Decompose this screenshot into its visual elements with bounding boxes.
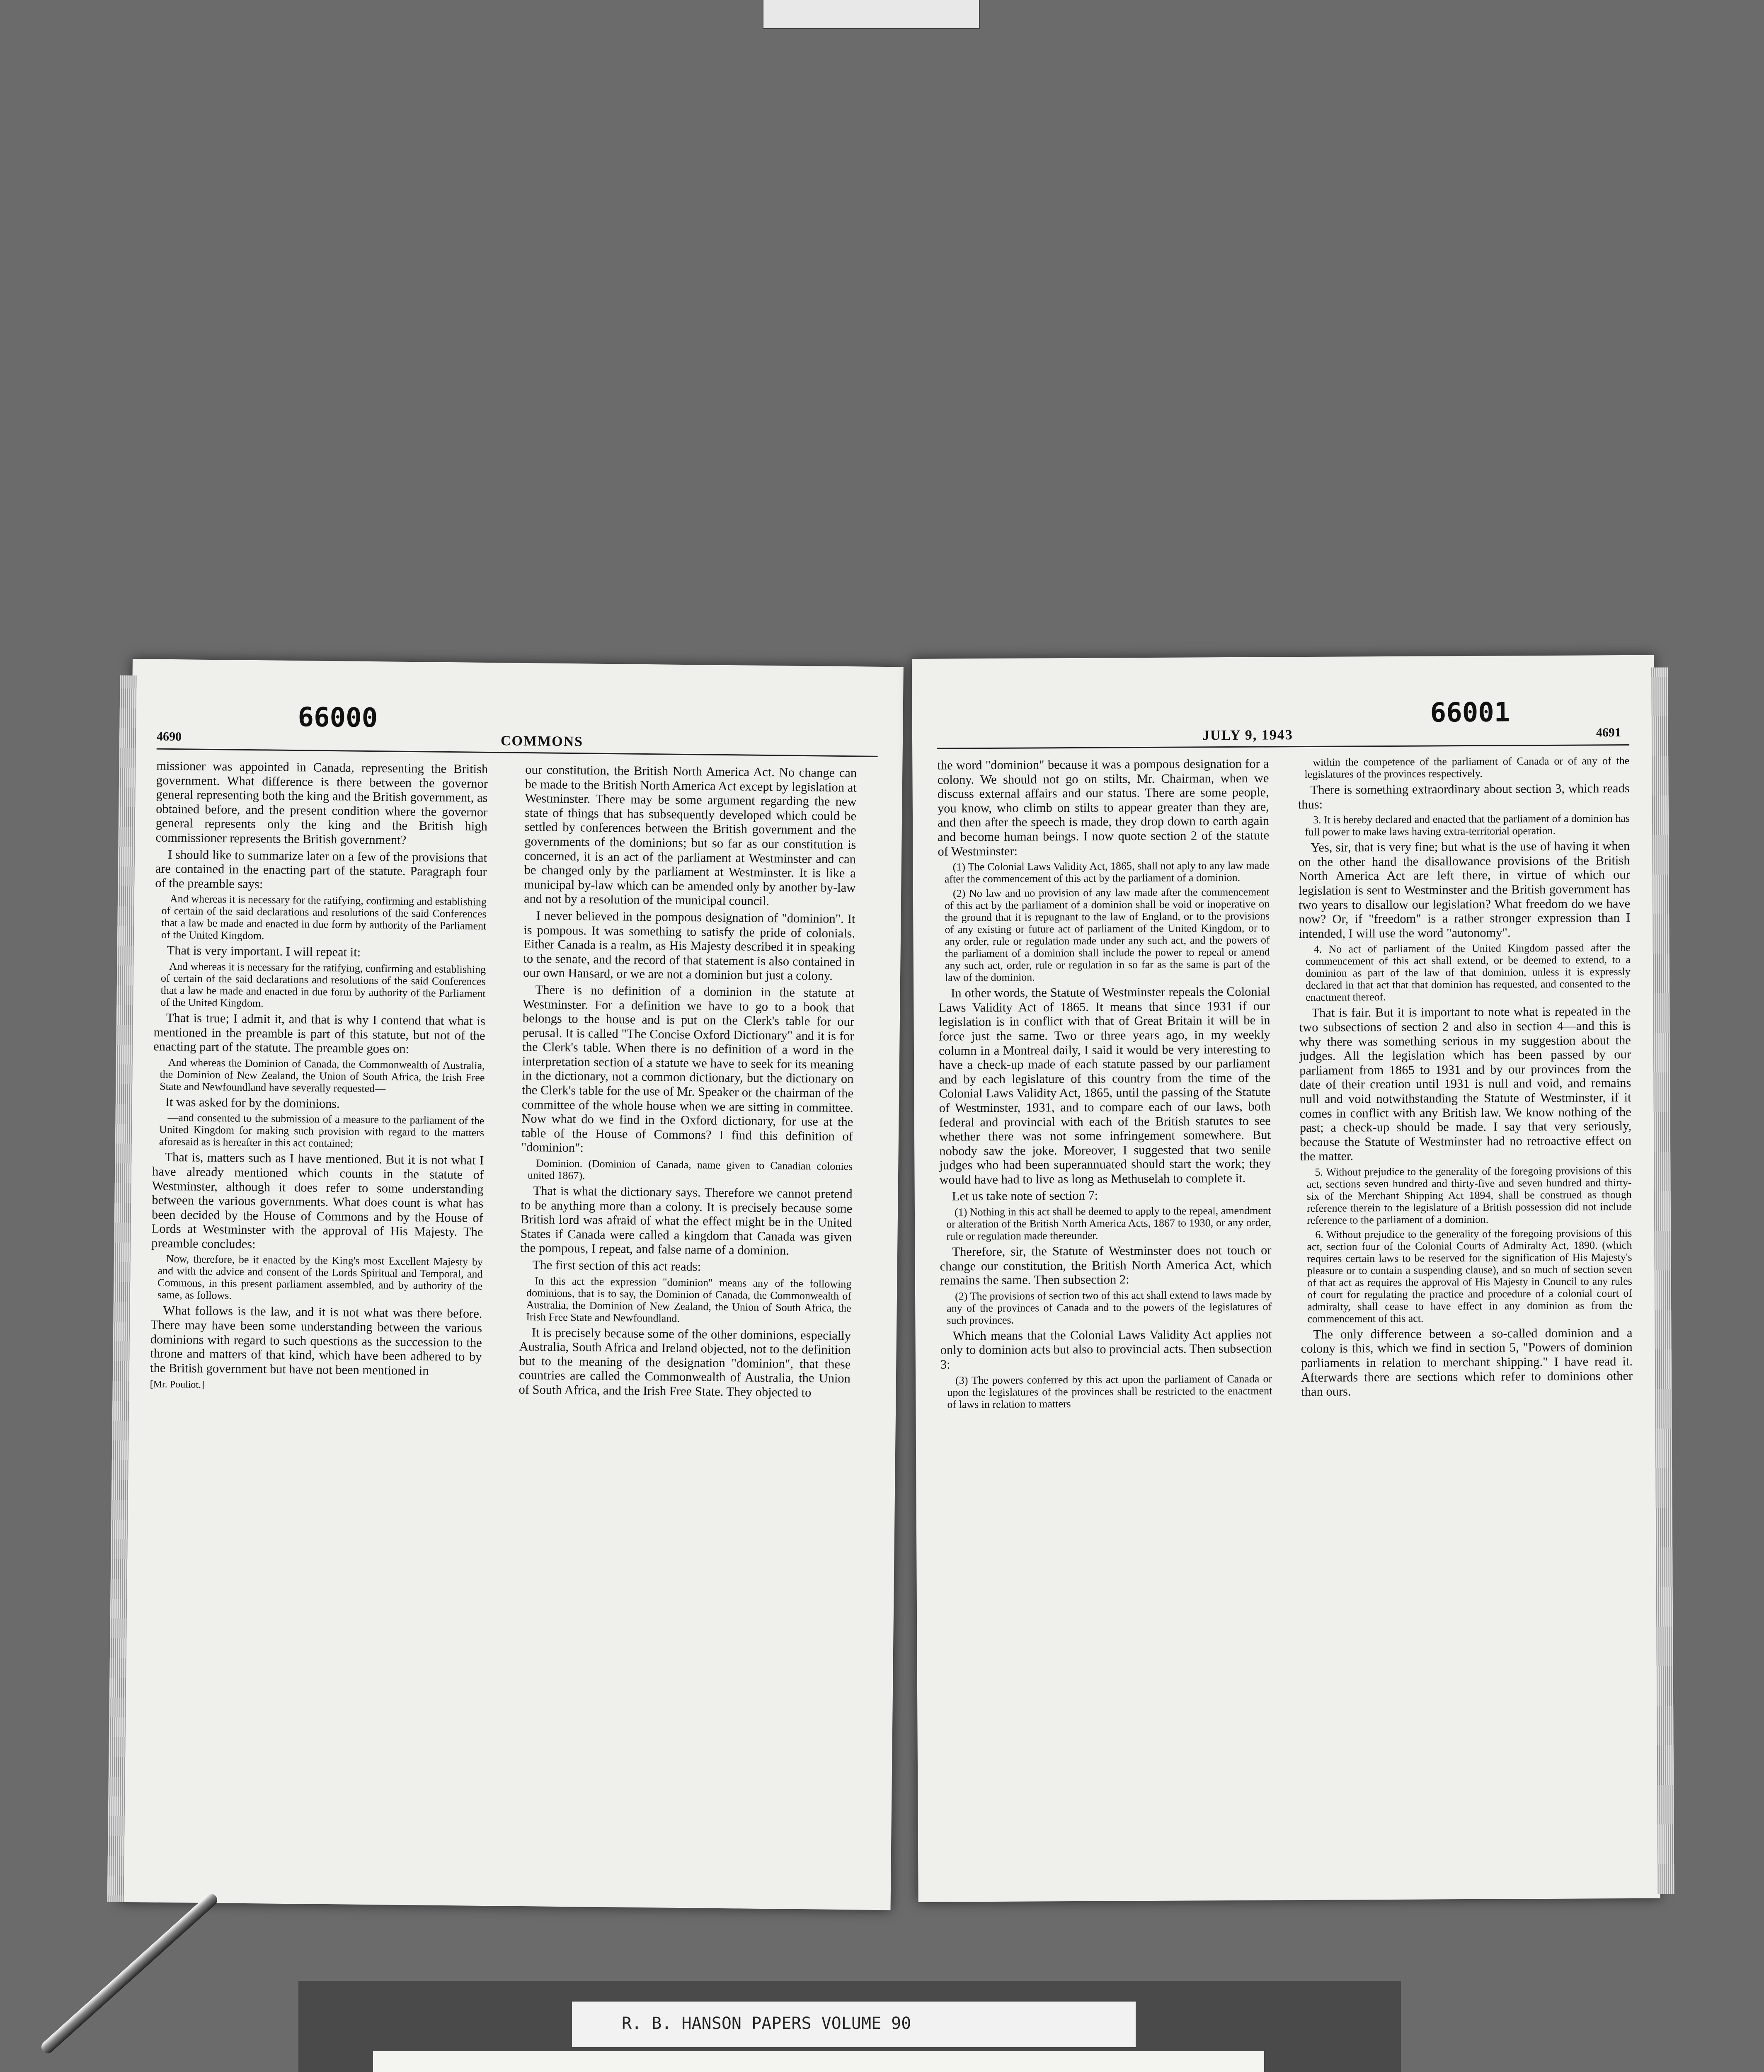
paragraph: There is no definition of a dominion in the statute at Westminster. For a definition we have to go to a book that belongs to the house and is put on the Clerk's table for our perusal. It is called "The Concise Oxford Dictionary" and it is for the Clerk's table. When there is no definition of a word in the interpretation section of a statute we have to seek for its meaning in the dictionary, not a common dictionary, but the dictionary on the Clerk's table for the use of Mr. Speaker or the chairman of the committee of the whole house when we are sitting in committee. Now what do we find in the Oxford dictionary, for use at the table of the House of Commons? I find this definition of "dominion": bbox=[521, 983, 855, 1155]
paragraph: What follows is the law, and it is not what was there before. There may have been some understanding between the various dominions with regard to such questions as the succession to the throne and matters of that kind, which have been adhered to by the British government but have not been mentioned in bbox=[150, 1303, 482, 1378]
stamp-number: 66000 bbox=[298, 702, 378, 734]
right-column-1 bbox=[937, 756, 1272, 1413]
paragraph: That is what the dictionary says. Therefore we cannot pretend to be anything more than a colony. It is precisely because some British lord was afraid of what the effect might be in the United States if Canada were called a kingdom that Canada was given the pompous, I repeat, and false name of a dominion. bbox=[520, 1184, 853, 1258]
running-head: JULY 9, 1943 bbox=[1202, 727, 1293, 743]
paragraph: It is precisely because some of the other dominions, especially Australia, South Africa and Ireland objected, not to the definition but to the meaning of the designation "dominion", that these countries are called the Commonwealth of Australia, the Union of South Africa, and the Irish Free State. They objected to bbox=[519, 1325, 851, 1400]
quotation: And whereas it is necessary for the ratifying, confirming and establishing of certain of the said declarations and resolutions of the said Conferences that a law be made and enacted in due form by authority of the Parliament of the United Kingdom. bbox=[160, 960, 486, 1009]
quotation: (3) The powers conferred by this act upon the parliament of Canada or upon the legislatures of the provinces shall be restricted to the enactment of laws in relation to matters bbox=[947, 1372, 1272, 1411]
stamp-number: 66001 bbox=[1430, 697, 1510, 729]
open-book bbox=[133, 659, 1658, 1923]
paragraph: The first section of this act reads: bbox=[532, 1258, 701, 1274]
paragraph: Yes, sir, that is very fine; but what is the use of having it when on the other hand the disallowance provisions of the British North America Act are left there, in virtue of which our legislation is sent to Westminster and the British government has two years to disallow our legislation? What freedom do we have now? Or, if "freedom" is a rather stronger expression than I intended, I will use the word "autonomy". bbox=[1298, 839, 1631, 941]
paragraph: our constitution, the British North America Act. No change can be made to the British North America Act except by legislation at Westminster. There may be some argument regarding the new state of things that has subsequently developed which could be settled by conferences between the British government and the governments of the dominions; but so far as our constitution is concerned, it is an act of the parliament at Westminster and can be changed only by the parliament at Westminster. It is like a municipal by-law which can be amended only by another by-law and not by a resolution of the municipal council. bbox=[523, 762, 857, 908]
quotation: (1) Nothing in this act shall be deemed to apply to the repeal, amendment or alteration of the British North America Acts, 1867 to 1930, or any order, rule or regulation made thereunder. bbox=[946, 1204, 1272, 1242]
quotation: within the competence of the parliament of Canada or of any of the legislatures of the provinces respectively. bbox=[1304, 754, 1630, 781]
paragraph: That is true; I admit it, and that is why I contend that what is mentioned in the preamble is part of this statute, but not of the enacting part of the statute. The preamble goes on: bbox=[153, 1010, 486, 1056]
quotation: 6. Without prejudice to the generality of the foregoing provisions of this act, section four of the Colonial Courts of Admiralty Act, 1890. (which requires certain laws to be reserved for the signification of His Majesty's pleasure or to contain a suspending clause), and so much of section seven of that act as requires the approval of His Majesty in Council to any rules of court for regulating the practice and procedure of a colonial court of admiralty, shall cease to have effect in any dominion as from the commencement of this act. bbox=[1307, 1227, 1633, 1325]
paragraph: In other words, the Statute of Westminster repeals the Colonial Laws Validity Act of 1865. It means that since 1931 if our legislation is in conflict with that of Great Britain it will be in force just the same. Two or three years ago, in my weekly column in a Montreal daily, I said it would be very interesting to have a check-up made of each statute passed by our parliament and by each legislature of this country from the time of the Colonial Laws Validity Act, 1865, until the passing of the Statute of Westminster, 1931, and to compare each of our laws, both federal and provincial with each of the British statutes to see whether there was not some infringement somewhere. But nobody saw the joke. Moreover, I suggested that two senile judges who had been superannuated should start the work; they would have had to live as long as Methuselah to complete it. bbox=[938, 984, 1271, 1187]
paragraph: missioner was appointed in Canada, representing the British government. What difference is there between the governor general representing both the king and the British government, as obtained before, and the present condition where the governor general represents only the king and the British high commissioner represents the British government? bbox=[155, 758, 488, 847]
quotation: Now, therefore, be it enacted by the King's most Excellent Majesty by and with the advice and consent of the Lords Spiritual and Temporal, and Commons, in this present parliament assembled, and by authority of the same, as follows. bbox=[157, 1253, 483, 1302]
paragraph: the word "dominion" because it was a pompous designation for a colony. We should not go on stilts, Mr. Chairman, when we discuss external affairs and our status. There are some people, you know, who climb on stilts to appear greater than they are, and then after the speech is made, they drop down to earth again and become human beings. I now quote section 2 of the statute of Westminster: bbox=[937, 756, 1270, 859]
archives-card bbox=[373, 2051, 1264, 2072]
page-edges-right bbox=[1651, 667, 1674, 1894]
quotation: (2) No law and no provision of any law made after the commencement of this act by the parliament of a dominion shall be void or inoperative on the ground that it is repugnant to the law of England, or to the provisions of any existing or future act of parliament of the United Kingdom, or to any order, rule or regulation made under any such act, and the powers of the parliament of a dominion shall include the power to repeal or amend any such act, order, rule or regulation in so far as the same is part of the law of the dominion. bbox=[945, 886, 1270, 984]
quotation: And whereas the Dominion of Canada, the Commonwealth of Australia, the Dominion of New Zealand, the Union of South Africa, the Irish Free State and Newfoundland have severally requested— bbox=[160, 1056, 485, 1095]
left-page bbox=[120, 659, 904, 1910]
right-column-2 bbox=[1298, 755, 1633, 1402]
paragraph: I should like to summarize later on a few of the provisions that are contained in the enacting part of the statute. Paragraph four of the preamble says: bbox=[155, 847, 487, 891]
quotation: (1) The Colonial Laws Validity Act, 1865, shall not aply to any law made after the commencement of this act by the parliament of a dominion. bbox=[944, 859, 1270, 885]
left-column-1 bbox=[150, 759, 488, 1398]
page-number: 4691 bbox=[1596, 726, 1621, 740]
paragraph: It was asked for by the dominions. bbox=[165, 1094, 340, 1111]
quotation: 4. No act of parliament of the United Kingdom passed after the commencement of this act shall extend, or be deemed to extend, to a dominion as part of the law of that dominion, unless it is expressly declared in that act that that dominion has requested, and consented to the enactment thereof. bbox=[1305, 942, 1631, 1004]
pen-pointer bbox=[39, 1891, 220, 2056]
paragraph: I never believed in the pompous designation of "dominion". It is pompous. It was something to satisfy the pride of colonials. Either Canada is a realm, as His Majesty described it in speaking to the senate, and the record of that statement is also contained in our own Hansard, or we are not a dominion but just a colony. bbox=[523, 908, 855, 983]
right-page bbox=[912, 655, 1660, 1902]
page-edges-left bbox=[107, 675, 137, 1902]
paragraph: Therefore, sir, the Statute of Westminster does not touch or change our constitution, the British North America Act, which remains the same. Then subsection 2: bbox=[940, 1243, 1272, 1288]
paragraph: That is very important. I will repeat it: bbox=[167, 943, 361, 960]
quotation: 5. Without prejudice to the generality of the foregoing provisions of this act, sections seven hundred and thirty-five and seven hundred and thirty-six of the Merchant Shipping Act 1894, shall be construed as though reference therein to the legislature of a British possession did not include reference to the parliament of a dominion. bbox=[1306, 1164, 1632, 1226]
page-number: 4690 bbox=[156, 729, 182, 744]
paragraph: The only difference between a so-called dominion and a colony is this, which we find in section 5, "Powers of dominion parliaments in relation to merchant shipping." I have read it. Afterwards there are sections which refer to dominions other than ours. bbox=[1301, 1325, 1633, 1399]
quotation: (2) The provisions of section two of this act shall extend to laws made by any of the provinces of Canada and to the powers of the legislatures of such provinces. bbox=[947, 1288, 1272, 1326]
paragraph: That is fair. But it is important to note what is repeated in the two subsections of section 2 and also in section 4—and this is why there was something serious in my suggestion about the judges. All the legislation which has been passed by our parliament from 1865 to 1931 and by our provinces from the date of their creation until 1931 is null and void, and remains null and void notwithstanding the Statute of Westminster, if it comes in conflict with any British law. We know nothing of the past; a check-up should be made. I say that very seriously, because the Statute of Westminster had no retroactive effect on the matter. bbox=[1299, 1004, 1632, 1164]
top-tab bbox=[763, 0, 980, 29]
paragraph: That is, matters such as I have mentioned. But it is not what I have already mentioned which counts in the statute of Westminster, although it does refer to some understanding between the various governments. What does count is what has been decided by the House of Commons and by the House of Lords at Westminster with the approval of His Majesty. The preamble concludes: bbox=[151, 1150, 484, 1251]
volume-label: R. B. HANSON PAPERS VOLUME 90 bbox=[622, 2014, 911, 2033]
quotation: —and consented to the submission of a measure to the parliament of the United Kingdom for making such provision with regard to the matters aforesaid as is hereafter in this act contained; bbox=[159, 1111, 485, 1150]
paragraph: Let us take note of section 7: bbox=[952, 1188, 1098, 1203]
running-head: COMMONS bbox=[500, 733, 584, 750]
speaker-credit: [Mr. Pouliot.] bbox=[150, 1379, 205, 1391]
paragraph: There is something extraordinary about section 3, which reads thus: bbox=[1298, 781, 1630, 811]
quotation: In this act the expression "dominion" means any of the following dominions, that is to say, the Dominion of Canada, the Commonwealth of Australia, the Dominion of New Zealand, the Union of South Africa, the Irish Free State and Newfoundland. bbox=[526, 1274, 852, 1324]
quotation: And whereas it is necessary for the ratifying, confirming and establishing of certain of the said declarations and resolutions of the said Conferences that a law be made and enacted in due form by authority of the Parliament of the United Kingdom. bbox=[161, 893, 487, 942]
left-column-2 bbox=[519, 762, 857, 1403]
quotation: Dominion. (Dominion of Canada, name given to Canadian colonies united 1867). bbox=[527, 1157, 853, 1182]
paragraph: Which means that the Colonial Laws Validity Act applies not only to dominion acts but also to provincial acts. Then subsection 3: bbox=[940, 1327, 1272, 1372]
quotation: 3. It is hereby declared and enacted that the parliament of a dominion has full power to make laws having extra-territorial operation. bbox=[1305, 812, 1630, 838]
